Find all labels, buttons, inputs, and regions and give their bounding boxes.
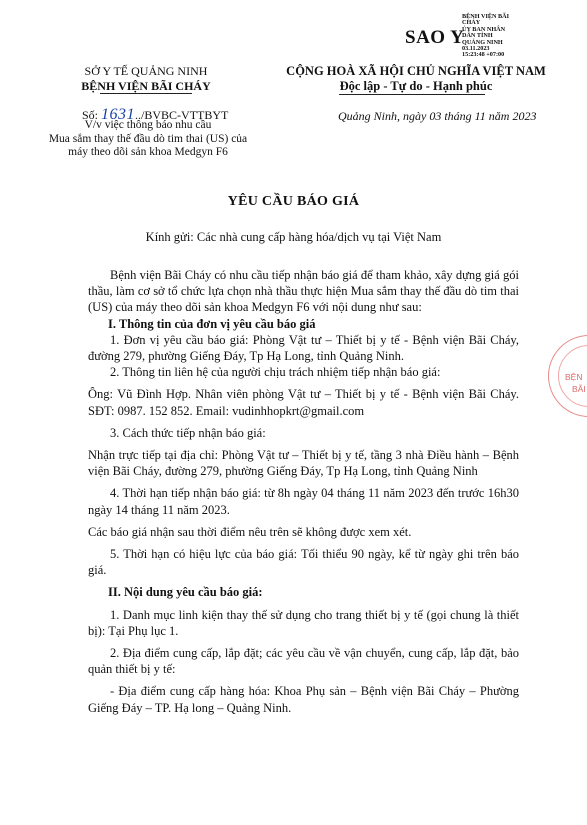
red-seal-text: BỆN — [565, 372, 583, 382]
doc-no-handwritten: 1631 — [101, 106, 136, 123]
nation-name: CỘNG HOÀ XÃ HỘI CHỦ NGHĨA VIỆT NAM — [286, 64, 546, 78]
nation-motto: Độc lập - Tự do - Hạnh phúc — [339, 79, 493, 93]
doc-no-prefix: Số: — [82, 108, 102, 122]
paragraph: Nhận trực tiếp tại địa chỉ: Phòng Vật tư – Thiết bị y tế, tầng 3 nhà Điều hành – Bệnh viện Bãi Cháy, đường 279, phường Giếng Đáy, Tp Hạ Long, tỉnh Quảng Ninh — [88, 448, 519, 479]
stamp-line: QUẢNG NINH — [462, 38, 503, 46]
agency-name: BỆNH VIỆN BÃI CHÁY — [81, 79, 211, 93]
agency-underline — [100, 93, 192, 94]
paragraph: 1. Đơn vị yêu cầu báo giá: Phòng Vật tư – Thiết bị y tế - Bệnh viện Bãi Cháy, đường 279, phường Giếng Đáy, Tp Hạ Long, tỉnh Quảng Ninh. — [88, 332, 519, 364]
paragraph: Ông: Vũ Đình Hợp. Nhân viên phòng Vật tư – Thiết bị y tế - Bệnh viện Bãi Cháy. SĐT: 0987. 152 852. Email: vudinhhopkrt@gmail.com — [88, 387, 519, 418]
stamp-line: DÂN TỈNH — [462, 32, 493, 40]
document-body — [88, 267, 519, 716]
intro-paragraph: Bệnh viện Bãi Cháy có nhu cầu tiếp nhận báo giá để tham khảo, xây dựng giá gói thầu, làm cơ sở tổ chức lựa chọn nhà thầu thực hiện Mua sắm thay thế đầu dò tim thai (US) của máy theo dõi sản khoa Medgyn F6 với nội dung như sau: — [88, 268, 519, 315]
digital-signature-info — [462, 14, 522, 59]
recipient-line: Kính gửi: Các nhà cung cấp hàng hóa/dịch vụ tại Việt Nam — [145, 230, 442, 244]
paragraph: 4. Thời hạn tiếp nhận báo giá: từ 8h ngày 04 tháng 11 năm 2023 đến trước 16h30 ngày 14 tháng 11 năm 2023. — [88, 486, 519, 517]
paragraph: 1. Danh mục linh kiện thay thế sử dụng cho trang thiết bị y tế (gọi chung là thiết bị): Tại Phụ lục 1. — [88, 607, 519, 638]
red-seal-text: BÃI — [572, 384, 586, 394]
stamp-line: ỦY BAN NHÂN — [462, 25, 506, 33]
agency-parent: SỞ Y TẾ QUẢNG NINH — [84, 64, 208, 78]
paragraph: 3. Cách thức tiếp nhận báo giá: — [110, 425, 266, 440]
national-motto — [258, 64, 574, 94]
document-subject — [48, 119, 248, 160]
motto-underline — [339, 94, 485, 95]
paragraph: - Địa điểm cung cấp hàng hóa: Khoa Phụ sản – Bệnh viện Bãi Cháy – Phường Giếng Đáy – TP. Hạ long – Quảng Ninh. — [88, 684, 519, 715]
issuing-agency — [66, 64, 226, 94]
copy-stamp-label: SAO Y — [405, 27, 465, 48]
stamp-line: 15:23:48 +07:00 — [462, 51, 505, 59]
stamp-line: BỆNH VIỆN BÃI — [462, 13, 509, 20]
subject-line: Mua sắm thay thế đầu dò tim thai (US) của — [48, 132, 248, 145]
paragraph: Các báo giá nhận sau thời điểm nêu trên sẽ không được xem xét. — [88, 524, 412, 539]
paragraph: 5. Thời hạn có hiệu lực của báo giá: Tối thiểu 90 ngày, kể từ ngày ghi trên báo giá. — [88, 547, 519, 578]
issue-date: Quảng Ninh, ngày 03 tháng 11 năm 2023 — [338, 109, 537, 123]
paragraph: 2. Địa điểm cung cấp, lắp đặt; các yêu cầu về vận chuyển, cung cấp, lắp đặt, bảo quản thiết bị y tế: — [88, 646, 519, 677]
section-heading: I. Thông tin của đơn vị yêu cầu báo giá — [108, 316, 316, 331]
doc-no-suffix: ../BVBC-VTTBYT — [135, 108, 229, 122]
paragraph: 2. Thông tin liên hệ của người chịu trách nhiệm tiếp nhận báo giá: — [110, 365, 441, 380]
document-title: YÊU CẦU BÁO GIÁ — [227, 194, 360, 209]
section-heading: II. Nội dung yêu cầu báo giá: — [108, 585, 263, 600]
stamp-line: 03.11.2023 — [462, 45, 490, 53]
subject-line: V/v việc thông báo nhu cầu — [84, 119, 212, 131]
subject-line: máy theo dõi sản khoa Medgyn F6 — [68, 146, 228, 158]
stamp-line: CHÁY — [462, 19, 481, 27]
